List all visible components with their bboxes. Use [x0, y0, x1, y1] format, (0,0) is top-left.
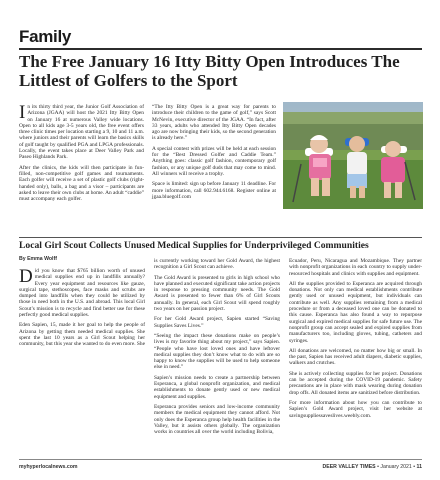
article2-paragraph: The Gold Award is presented to girls in high school who have planned and executed significant take action projects in response to pressing community needs. The Gold Award is presented to fewer than 6% of Girl Scouts annually. In general, each Girl Scout will spend roughly two years on her passion project. — [154, 274, 280, 313]
article2-paragraph: id you know that $765 billion worth of unused medical supplies end up in landfills annually? Every year equipment and resources like gauze, surgical tape, stethoscopes, face masks and scrubs are dumped into landfills when they could be utilized by those in need both in the U.S. and abroad. This local Girl Scout’s mission is to recycle and find better use for these perfectly good medical supplies. — [19, 268, 145, 319]
article2-paragraph: Eden Sapien, 15, made it her goal to help the people of Arizona by getting them needed medical supplies. She spent the last 10 years as a Girl Scout helping her community, but this year she wanted to do even more. She — [19, 322, 146, 348]
footer-issue: • January 2021 • — [377, 464, 416, 470]
article1-paragraph: n its thirty third year, the Junior Golf Association of Arizona (JGAA) will host the 2021 Itty Bitty Open on January 16 at numerous Valley wide locations. Open to all kids age 3-5 years old, the free event offers three clinic times per location starting a 9, 10 and 11 a.m. where juniors and their parents will learn the basics skills of golf taught by qualified PGA and LPGA professionals. Locally, the event takes place at Deer Valley Park and Paseo Highlands Park. — [19, 104, 144, 161]
article-divider — [19, 237, 422, 238]
article1-paragraph: “The Itty Bitty Open is a great way for parents to introduce their children to the game of golf,” says Scott McNevin, executive director of the JGAA. “In fact, after 33 years, adults who attended Itty Bitty Open decades ago are now bringing their kids, so the second generation is already here.” — [152, 104, 276, 142]
article2-dropcap: D — [19, 266, 33, 287]
footer-publication: DEER VALLEY TIMES — [322, 464, 376, 470]
article1-dropcap: I — [19, 102, 26, 123]
section-title: Family — [19, 27, 72, 46]
article2-paragraph: Sapien’s mission needs to create a partnership between Esperanca, a global nonprofit organization, and medical establishments to donate gently used or new medical equipment and supplies. — [154, 374, 280, 400]
girls-golfing-photo — [283, 102, 423, 209]
article2-headline: Local Girl Scout Collects Unused Medical Supplies for Underprivileged Communities — [19, 240, 369, 251]
footer-page-number: 11 — [416, 464, 422, 470]
article2-paragraph: “Seeing the impact these donations make on people’s lives is my favorite thing about my project,” says Sapien. “People who have lost loved ones and have leftover medical supplies they don’t know what to do with are so happy to know the supplies will be used to help someone else in need.” — [154, 332, 280, 371]
article2-column-2 — [154, 258, 280, 439]
footer-rule — [19, 459, 422, 460]
article1-column-1 — [19, 104, 144, 206]
article2-paragraph: Ecuador, Peru, Nicaragua and Mozambique. They partner with nonprofit organizations in each country to supply under-resourced hospitals and clinics with supplies and equipment. — [289, 258, 422, 277]
article1-paragraph: Space is limited: sign up before January 11 deadline. For more information, call 602.944.6168. Register online at jgaa.bluegolf.com — [152, 181, 276, 200]
footer-folio — [230, 464, 422, 470]
footer-website: myhyperlocalnews.com — [19, 464, 78, 470]
article1-photo — [283, 102, 423, 209]
section-rule — [19, 48, 422, 50]
article2-paragraph: All donations are welcomed, no matter how big or small. In the past, Sapien has received adult diapers, diabetic supplies, walkers and crutches. — [289, 347, 422, 367]
article2-byline: By Emma Wolff — [19, 256, 57, 262]
article2-paragraph: All the supplies provided to Esperanca are acquired through donations. Not only can medical establishments contribute gently used or unused equipment, but individuals can contribute as well. Any supplies remaining from a medical procedure or from a deceased loved one can be donated to this cause. Esperanca has also found a way to repurpose surgical and expired medical supplies for safe future use. The nonprofit group can accept sealed and expired supplies from manufacturers too, including gloves, tubing, catheters and syringes. — [289, 280, 422, 344]
article1-paragraph: A special contest with prizes will be held at each session for the “Best Dressed Golfer and Caddie Team.” Anything goes: classic golf fashion, contemporary golf fashion, or any unique golf duds that may come to mind. All winners will receive a trophy. — [152, 145, 276, 177]
article2-column-3 — [289, 258, 422, 423]
article1-column-2 — [152, 104, 276, 204]
article1-headline: The Free January 16 Itty Bitty Open Introduces The Littlest of Golfers to the Sport — [19, 52, 400, 90]
article2-paragraph: She is actively collecting supplies for her project. Donations can be accepted during the COVID-19 pandemic. Safety precautions are in place with mask wearing during donation drop offs. All donated items are sanitized before distribution. — [289, 370, 422, 396]
article2-paragraph: For her Gold Award project, Sapien started “Saving Supplies Saves Lives.” — [154, 316, 280, 329]
article2-paragraph: Esperanca provides seniors and low-income community members the medical equipment they cannot afford. Not only does the Esperanca group help health facilities in the Valley, but it assists others globally. The organization works in countries all over the world including Bolivia, — [154, 403, 280, 436]
article2-paragraph: is currently working toward her Gold Award, the highest recognition a Girl Scout can achieve. — [154, 258, 280, 271]
article2-column-1 — [19, 268, 145, 352]
article1-paragraph: After the clinics, the kids will then participate in fun-filled, non-competitive golf games and tournaments. Each golfer will receive a set of plastic golf clubs (right-handed only), balls, a bag and a visor – participants are asked to leave their own clubs at home. An adult “caddie” must accompany each golfer. — [19, 164, 144, 203]
article2-paragraph: For more information about how you can contribute to Sapien’s Gold Award project, visit her website at savingsuppliessaveslives.weebly.com. — [289, 399, 422, 419]
